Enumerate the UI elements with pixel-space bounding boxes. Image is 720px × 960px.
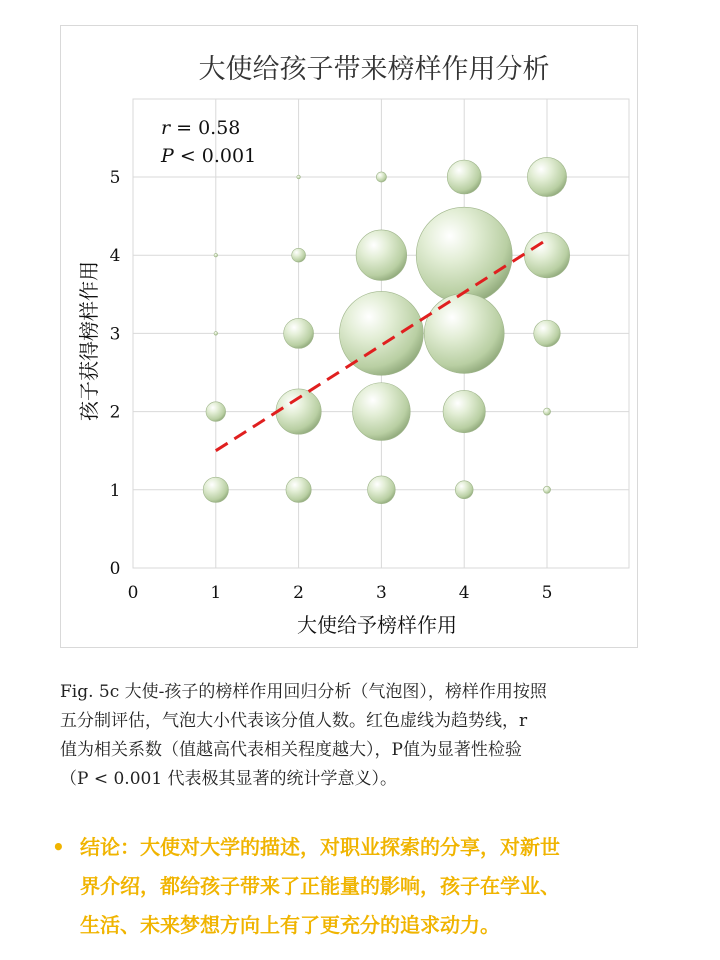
chart-title: 大使给孩子带来榜样作用分析 <box>198 54 550 85</box>
y-tick-label: 0 <box>109 559 121 579</box>
bubble-point <box>286 477 311 502</box>
bubble-point <box>276 389 321 434</box>
bubble-point <box>214 332 218 336</box>
bubbles <box>203 157 569 503</box>
y-tick-label: 1 <box>109 480 121 501</box>
stat-r-symbol: r <box>161 117 171 139</box>
x-axis-label: 大使给予榜样作用 <box>297 613 457 637</box>
figure-caption <box>60 678 680 794</box>
bubble-chart <box>60 25 638 648</box>
caption-line: 五分制评估，气泡大小代表该分值人数。红色虚线为趋势线，r <box>60 711 528 731</box>
caption-line: （P < 0.001 代表极其显著的统计学意义）。 <box>60 769 398 789</box>
stat-r-value: = 0.58 <box>170 117 241 139</box>
stat-p <box>160 145 256 167</box>
caption-line: 值为相关系数（值越高代表相关程度越大），P值为显著性检验 <box>60 740 522 760</box>
conclusion-block <box>52 828 692 945</box>
bubble-point <box>376 172 386 182</box>
bubble-point <box>534 320 561 347</box>
bubble-point <box>443 390 485 432</box>
bubble-point <box>524 233 569 278</box>
bubble-point <box>353 383 411 441</box>
bubble-point <box>424 293 504 373</box>
bubble-point <box>284 318 314 348</box>
conclusion-line: 结论：大使对大学的描述，对职业探索的分享，对新世 <box>80 835 560 859</box>
y-tick-label: 5 <box>109 168 121 188</box>
bubble-point <box>214 253 218 257</box>
conclusion-line: 生活、未来梦想方向上有了更充分的追求动力。 <box>80 913 500 937</box>
bubble-point <box>297 175 301 179</box>
y-axis-label: 孩子获得榜样作用 <box>77 261 101 421</box>
y-tick-label: 2 <box>109 402 121 423</box>
stat-p-value: < 0.001 <box>173 145 257 167</box>
x-tick-label: 2 <box>293 583 305 603</box>
x-tick-label: 1 <box>210 583 222 603</box>
chart-svg <box>61 26 639 649</box>
x-tick-label: 4 <box>458 583 470 603</box>
x-tick-label: 5 <box>541 583 553 603</box>
bubble-point <box>447 160 481 194</box>
x-tick-label: 0 <box>127 583 139 603</box>
bullet-icon: • <box>52 835 65 859</box>
bubble-point <box>356 230 407 281</box>
y-tick-label: 4 <box>109 246 121 267</box>
stat-r <box>161 117 240 139</box>
bubble-point <box>368 476 396 504</box>
bubble-point <box>543 408 550 415</box>
y-tick-label: 3 <box>109 324 121 345</box>
stat-p-symbol: P <box>161 145 174 167</box>
bubble-point <box>292 248 306 262</box>
bubble-point <box>203 477 228 502</box>
bubble-point <box>527 157 566 196</box>
conclusion-line: 界介绍，都给孩子带来了正能量的影响，孩子在学业、 <box>80 874 560 898</box>
bubble-point <box>416 207 512 303</box>
bubble-point <box>543 486 550 493</box>
caption-line: Fig. 5c 大使-孩子的榜样作用回归分析（气泡图），榜样作用按照 <box>60 682 547 702</box>
bubble-point <box>455 481 473 499</box>
x-tick-label: 3 <box>375 583 387 603</box>
bubble-point <box>206 402 226 422</box>
